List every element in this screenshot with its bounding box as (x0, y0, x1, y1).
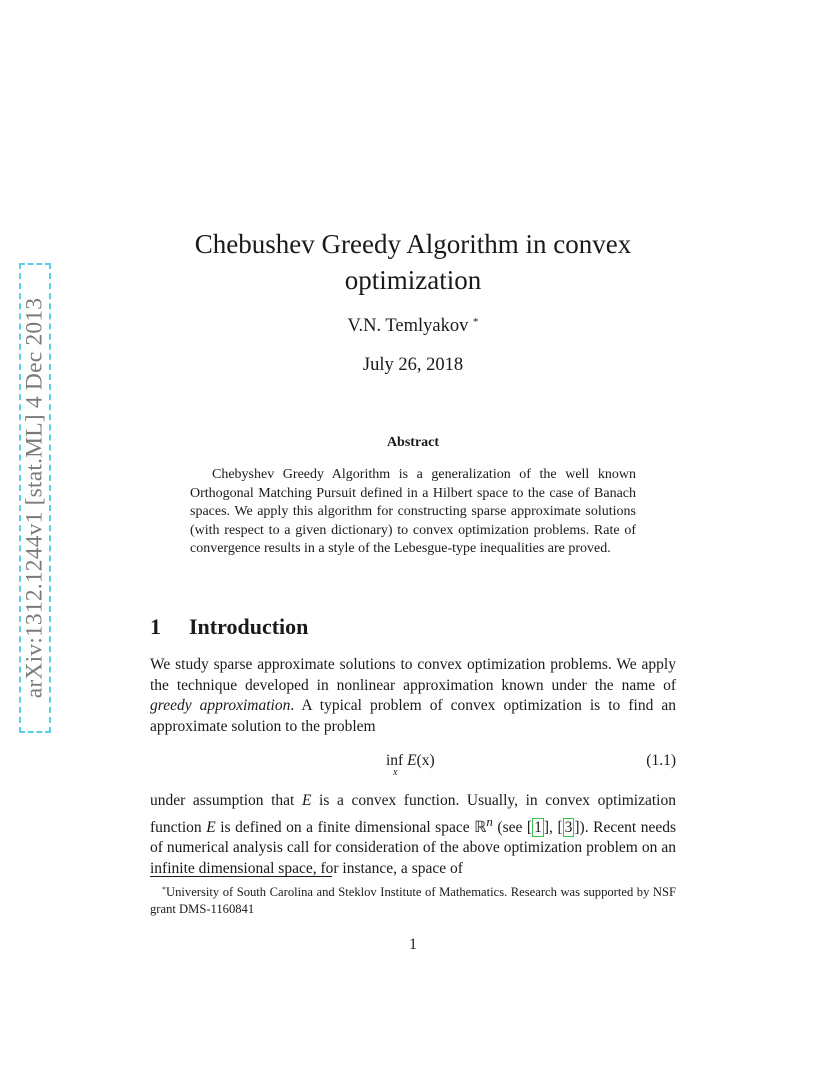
title-line-2: optimization (344, 265, 482, 295)
paper-title (150, 226, 676, 298)
equation-number: (1.1) (646, 752, 676, 769)
para2-var-e: E (301, 792, 312, 809)
author (150, 316, 676, 337)
author-footnote-mark[interactable]: * (472, 316, 479, 328)
intro-paragraph-1 (150, 655, 676, 737)
paper-date: July 26, 2018 (362, 355, 464, 375)
footnote-text: University of South Carolina and Steklov Institute of Mathematics. Research was supported by NSF grant DMS-1160841 (150, 885, 676, 916)
para1-emphasis: greedy approximation (150, 697, 291, 714)
page-number: 1 (409, 936, 417, 953)
para2-text-1: under assumption that (150, 792, 302, 809)
para2-text-5: , (549, 818, 558, 836)
equation-subscript: x (393, 767, 398, 778)
equation-function: E (407, 752, 417, 769)
para2-space-exponent: n (486, 813, 493, 829)
intro-paragraph-2: under assumption that E is a convex function. Usually, in convex optimization function E is defined on a finite dimensional space ℝ$^n$ (see [ 1 ], [ 3 ]). Recent needs of numerical analysis call for consideration of the above optimization problem on an infinite dimensional space, for instance, a space of (150, 792, 676, 877)
para2-text-2: is a convex function. Usually, in convex optimization function (150, 792, 676, 836)
footnote (150, 881, 676, 918)
para2-text-6: ). Recent needs of numerical analysis call for consideration of the above optimization problem on an infinite dimensional space, for instance, a space of (150, 818, 676, 877)
section-number: 1 (150, 614, 161, 639)
section-heading (150, 614, 308, 640)
equation-operator: inf (386, 752, 404, 769)
abstract-heading: Abstract (386, 435, 440, 450)
footnote-rule (150, 876, 332, 877)
author-name: V.N. Temlyakov (347, 316, 469, 336)
abstract-text: Chebyshev Greedy Algorithm is a generalization of the well known Orthogonal Matching Pursuit defined in a Hilbert space to the case of Banach spaces. We apply this algorithm for constructing sparse approximate solutions (with respect to a given dictionary) to convex optimization problems. Rate of convergence results in a style of the Lebesgue-type inequalities are proved. (190, 467, 636, 557)
para2-text-3: is defined on a finite dimensional space (215, 818, 475, 836)
arxiv-stamp[interactable]: arXiv:1312.1244v1 [stat.ML] 4 Dec 2013 (21, 297, 48, 699)
para1-text-a: We study sparse approximate solutions to convex optimization problems. We apply the technique developed in nonlinear approximation known under the name of (150, 656, 676, 694)
para2-var-e-2: E (206, 818, 216, 836)
equation-argument: (x) (416, 752, 435, 769)
para2-real-space: ℝ (474, 818, 487, 836)
para1-text-b: . A typical problem of convex optimization is to find an approximate solution to the problem (150, 697, 676, 735)
title-line-1: Chebushev Greedy Algorithm in convex (194, 229, 632, 259)
equation-1-1 (150, 752, 676, 782)
citation-link-1[interactable]: 1 (534, 818, 542, 836)
footnote-mark: * (162, 885, 166, 894)
section-title: Introduction (189, 614, 309, 639)
para2-text-4: (see (492, 818, 527, 836)
citation-link-3[interactable]: 3 (564, 818, 573, 836)
